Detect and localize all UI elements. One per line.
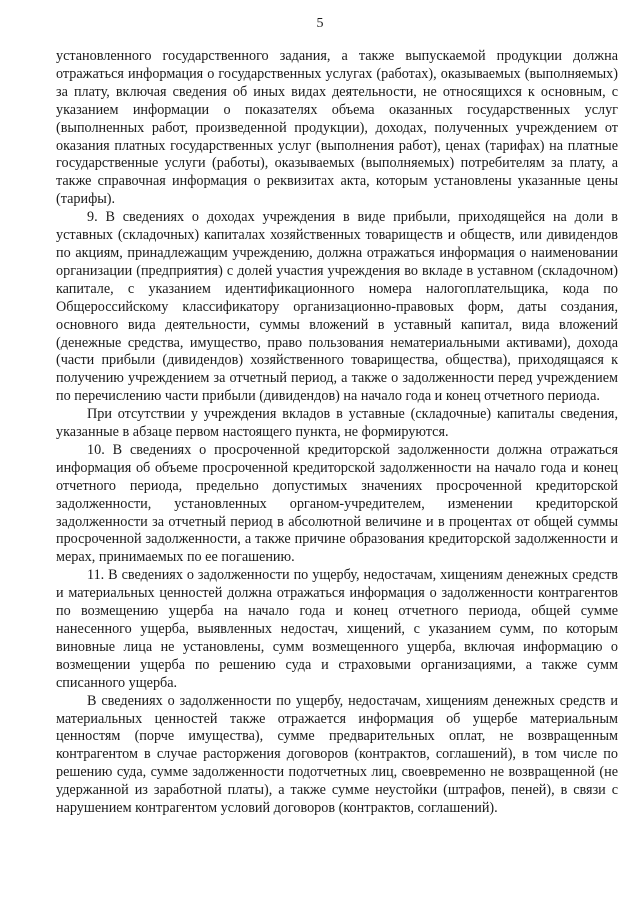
paragraph-no-deposits: При отсутствии у учреждения вкладов в уставные (складочные) капиталы сведения, указанные в абзаце первом настоящего пункта, не формируются.	[56, 406, 618, 441]
page-number: 5	[316, 16, 324, 31]
paragraph-item-11: 11. В сведениях о задолженности по ущербу, недостачам, хищениям денежных средств и материальных ценностей должна отражаться информация о задолженности контрагентов по возмещению ущерба на начало года и конец отчетного периода, общей сумме нанесенного ущерба, выявленных недостач, хищений, с указанием сумм, по которым виновные лица не установлены, сумм возмещенного ущерба, включая информацию о возмещении ущерба по решению суда и страховыми организациями, а также сумм списанного ущерба.	[56, 567, 618, 691]
document-body	[56, 48, 618, 818]
paragraph-item-10: 10. В сведениях о просроченной кредиторской задолженности должна отражаться информация об объеме просроченной кредиторской задолженности на начало года и конец отчетного периода, предельно допустимых значениях просроченной кредиторской задолженности, установленных органом-учредителем, изменении кредиторской задолженности за отчетный период в абсолютной величине и в процентах от общей суммы просроченной задолженности, а также причине образования кредиторской задолженности и мерах, принимаемых по ее погашению.	[56, 441, 618, 566]
paragraph-item-9: 9. В сведениях о доходах учреждения в виде прибыли, приходящейся на доли в уставных (складочных) капиталах хозяйственных товариществ и обществ, или дивидендов по акциям, принадлежащим учреждению, должна отражаться информация о наименовании организации (предприятия) с долей участия учреждения во вкладе в уставном (складочном) капитале, с указанием идентификационного номера налогоплательщика, кода по Общероссийскому классификатору организационно-правовых форм, даты создания, основного вида деятельности, суммы вложений в уставный капитал, вида вложений (денежные средства, имущество, право пользования нематериальными активами), дохода (части прибыли (дивидендов) хозяйственного товарищества, общества), приходящаяся к получению учреждением за отчетный период, а также о задолженности перед учреждением по перечислению части прибыли (дивидендов) на начало года и конец отчетного периода.	[56, 209, 618, 405]
paragraph-continuation: установленного государственного задания, а также выпускаемой продукции должна отражаться информация о государственных услугах (работах), оказываемых (выполняемых) за плату, включая сведения об иных видах деятельности, не относящихся к основным, с указанием информации о показателях объема оказанных государственных услуг (выполненных работ, произведенной продукции), доходах, полученных учреждением от оказания платных государственных услуг (выполнения работ), ценах (тарифах) на платные государственные услуги (работы), оказываемых (выполняемых) потребителям за плату, а также справочная информация о реквизитах акта, которым установлены указанные цены (тарифы).	[56, 48, 618, 208]
paragraph-damage-details: В сведениях о задолженности по ущербу, недостачам, хищениям денежных средств и материальных ценностей также отражается информация об ущербе материальным ценностям (порче имущества), сумме предварительных оплат, не возвращенным контрагентом в случае расторжения договоров (контрактов, соглашений), в том числе по решению суда, сумме задолженности подотчетных лиц, своевременно не возвращенной (не удержанной из заработной платы), а также сумме неустойки (штрафов, пеней), в связи с нарушением контрагентом условий договоров (контрактов, соглашений).	[56, 692, 618, 817]
